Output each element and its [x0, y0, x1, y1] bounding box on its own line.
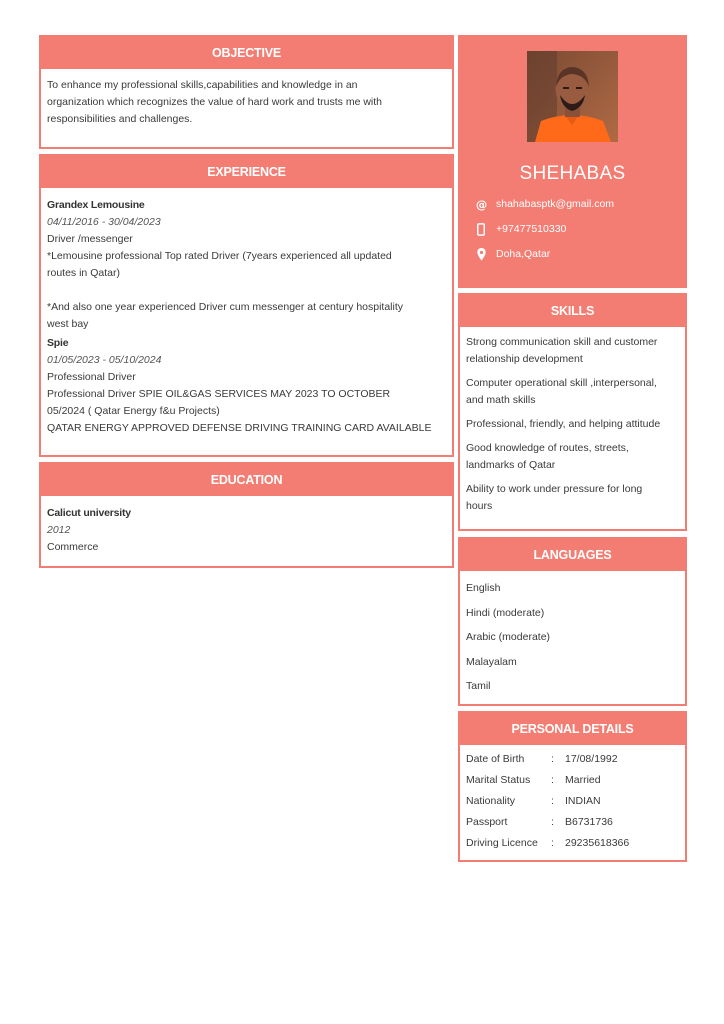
personal-details-section — [458, 711, 687, 862]
personal-detail-row — [466, 749, 679, 770]
mobile-phone-icon — [474, 222, 488, 236]
language-item: Tamil — [466, 680, 491, 693]
skill-line: Ability to work under pressure for long — [466, 483, 643, 495]
job-company: Grandex Lemousine — [47, 199, 145, 211]
job-role: Professional Driver — [47, 371, 136, 383]
detail-label: Date of Birth — [466, 753, 525, 765]
job-entry — [47, 197, 446, 333]
language-item: Hindi (moderate) — [466, 606, 545, 619]
detail-colon: : — [551, 753, 554, 765]
detail-value: Married — [565, 774, 601, 786]
personal-detail-row — [466, 812, 679, 833]
job-company: Spie — [47, 337, 69, 349]
language-item: Malayalam — [466, 655, 517, 668]
job-description-line: routes in Qatar) — [47, 267, 120, 279]
job-description-line: QATAR ENERGY APPROVED DEFENSE DRIVING TRAINING CARD AVAILABLE — [47, 422, 432, 434]
profile-photo — [527, 51, 618, 142]
profile-photo-image — [527, 51, 618, 142]
objective-heading: OBJECTIVE — [41, 37, 452, 69]
job-entry — [47, 335, 446, 437]
skills-section — [458, 293, 687, 531]
skill-line: Professional, friendly, and helping attitude — [466, 418, 661, 430]
detail-label: Driving Licence — [466, 837, 538, 849]
objective-line: To enhance my professional skills,capabilities and knowledge in an — [47, 79, 358, 91]
map-pin-icon — [474, 247, 488, 261]
detail-label: Marital Status — [466, 774, 531, 786]
job-description-line — [47, 282, 446, 299]
skill-line: Computer operational skill ,interpersonal, — [466, 377, 657, 389]
skill-line: landmarks of Qatar — [466, 459, 556, 471]
job-description-line: west bay — [47, 318, 89, 330]
job-description-line: *And also one year experienced Driver cum messenger at century hospitality — [47, 301, 404, 313]
detail-value: B6731736 — [565, 816, 613, 828]
location-contact — [474, 246, 550, 262]
education-year: 2012 — [47, 524, 71, 536]
email-contact[interactable] — [474, 196, 614, 212]
personal-details-heading: PERSONAL DETAILS — [460, 713, 685, 745]
job-description-line: 05/2024 ( Qatar Energy f&u Projects) — [47, 405, 220, 417]
skill-line: Good knowledge of routes, streets, — [466, 442, 629, 454]
experience-heading: EXPERIENCE — [41, 156, 452, 188]
detail-label: Nationality — [466, 795, 516, 807]
objective-line: organization which recognizes the value of hard work and trusts me with — [47, 96, 383, 108]
skill-item — [466, 334, 679, 368]
job-role: Driver /messenger — [47, 233, 133, 245]
detail-colon: : — [551, 774, 554, 786]
education-heading: EDUCATION — [41, 464, 452, 496]
language-item: Arabic (moderate) — [466, 631, 551, 644]
skill-line: hours — [466, 500, 493, 512]
languages-heading: LANGUAGES — [460, 539, 685, 571]
objective-section — [39, 35, 454, 149]
skill-item — [466, 416, 679, 433]
at-icon — [474, 197, 488, 211]
personal-detail-row — [466, 791, 679, 812]
profile-name: SHEHABAS — [519, 163, 626, 184]
education-school: Calicut university — [47, 507, 131, 519]
education-field: Commerce — [47, 541, 99, 553]
detail-value: 17/08/1992 — [565, 753, 618, 765]
job-dates: 04/11/2016 - 30/04/2023 — [47, 216, 161, 228]
personal-detail-row — [466, 833, 679, 854]
job-description-line: Professional Driver SPIE OIL&GAS SERVICES MAY 2023 TO OCTOBER — [47, 388, 391, 400]
phone-text[interactable]: +97477510330 — [496, 223, 567, 235]
personal-detail-row — [466, 770, 679, 791]
phone-contact[interactable] — [474, 221, 566, 237]
detail-colon: : — [551, 816, 554, 828]
skill-item — [466, 375, 679, 409]
detail-value: INDIAN — [565, 795, 601, 807]
job-dates: 01/05/2023 - 05/10/2024 — [47, 354, 162, 366]
skill-item — [466, 481, 679, 515]
detail-colon: : — [551, 837, 554, 849]
languages-section — [458, 537, 687, 706]
location-text: Doha,Qatar — [496, 248, 551, 260]
objective-text — [41, 69, 452, 134]
detail-label: Passport — [466, 816, 508, 828]
skill-item — [466, 440, 679, 474]
skill-line: relationship development — [466, 353, 583, 365]
objective-line: responsibilities and challenges. — [47, 113, 193, 125]
svg-text:@: @ — [475, 197, 487, 211]
skills-heading: SKILLS — [460, 295, 685, 327]
skill-line: Strong communication skill and customer — [466, 336, 658, 348]
email-text[interactable]: shahabasptk@gmail.com — [496, 198, 615, 210]
profile-card — [458, 35, 687, 288]
skill-line: and math skills — [466, 394, 536, 406]
detail-colon: : — [551, 795, 554, 807]
experience-section — [39, 154, 454, 457]
job-description-line: *Lemousine professional Top rated Driver (7years experienced all updated — [47, 250, 392, 262]
education-section — [39, 462, 454, 568]
detail-value: 29235618366 — [565, 837, 630, 849]
language-item: English — [466, 582, 501, 594]
